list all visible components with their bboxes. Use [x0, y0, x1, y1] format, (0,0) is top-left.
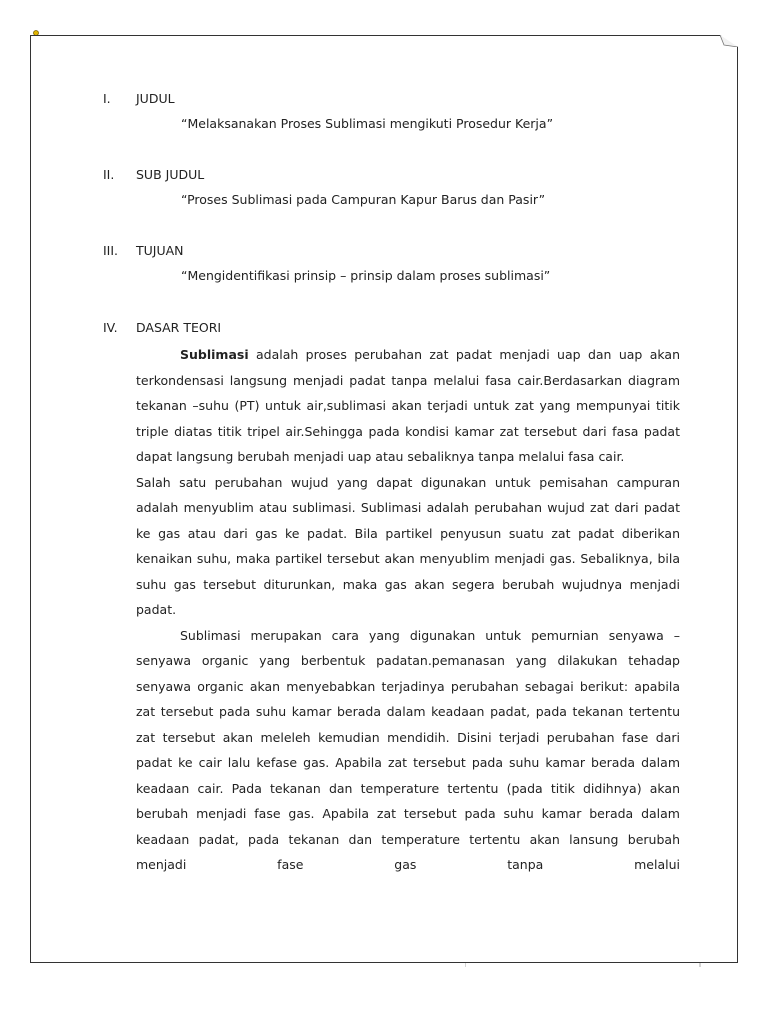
theory-body — [136, 342, 680, 878]
section-heading: DASAR TEORI — [136, 320, 222, 335]
section-heading: TUJUAN — [136, 243, 184, 258]
section-number: IV. — [103, 320, 118, 335]
theory-paragraph-3: Sublimasi merupakan cara yang digunakan untuk pemurnian senyawa – senyawa organic yang berbentuk padatan.pemanasan yang dilakukan tehadap senyawa organic akan menyebabkan terjadinya perubahan sebagai berikut: apabila zat tersebut pada suhu kamar berada dalam keadaan padat, pada tekanan tertentu zat tersebut akan meleleh kemudian mendidih. Disini terjadi perubahan fase dari padat ke cair lalu kefase gas. Apabila zat tersebut pada suhu kamar berada dalam keadaan cair. Pada tekanan dan temperature tertentu (pada titik didihnya) akan berubah menjadi fase gas. Apabila zat tersebut pada suhu kamar berada dalam keadaan padat, pada tekanan dan temperature tertentu akan lansung berubah menjadi fase gas tanpa melalui — [136, 627, 680, 872]
section-number: II. — [103, 167, 115, 182]
page-edge-marks — [465, 963, 701, 967]
theory-paragraph-1 — [136, 342, 680, 470]
section-subtitle: “Mengidentifikasi prinsip – prinsip dalam proses sublimasi” — [181, 268, 551, 283]
section-number: III. — [103, 243, 119, 258]
theory-paragraph-2: Salah satu perubahan wujud yang dapat digunakan untuk pemisahan campuran adalah menyublim atau sublimasi. Sublimasi adalah perubahan wujud zat dari padat ke gas atau dari gas ke padat. Bila partikel penyusun suatu zat padat diberikan kenaikan suhu, maka partikel tersebut akan menyublim menjadi gas. Sebaliknya, bila suhu gas tersebut diturunkan, maka gas akan segera berubah wujudnya menjadi padat. — [136, 474, 680, 617]
sublimasi-term: Sublimasi — [180, 347, 249, 362]
section-subtitle: “Melaksanakan Proses Sublimasi mengikuti Prosedur Kerja” — [181, 116, 554, 131]
section-heading: JUDUL — [136, 91, 175, 106]
section-heading: SUB JUDUL — [136, 167, 205, 182]
section-number: I. — [103, 91, 111, 106]
paragraph-text: adalah proses perubahan zat padat menjadi uap dan uap akan terkondensasi langsung menjadi padat tanpa melalui fasa cair.Berdasarkan diagram tekanan –suhu (PT) untuk air,sublimasi akan terjadi untuk zat yang mempunyai titik triple diatas titik tripel air.Sehingga pada kondisi kamar zat tersebut dari fasa padat dapat langsung berubah menjadi uap atau sebaliknya tanpa melalui fasa cair. — [136, 347, 680, 464]
section-subtitle: “Proses Sublimasi pada Campuran Kapur Barus dan Pasir” — [181, 192, 546, 207]
page-corner-fold-icon — [720, 35, 738, 47]
